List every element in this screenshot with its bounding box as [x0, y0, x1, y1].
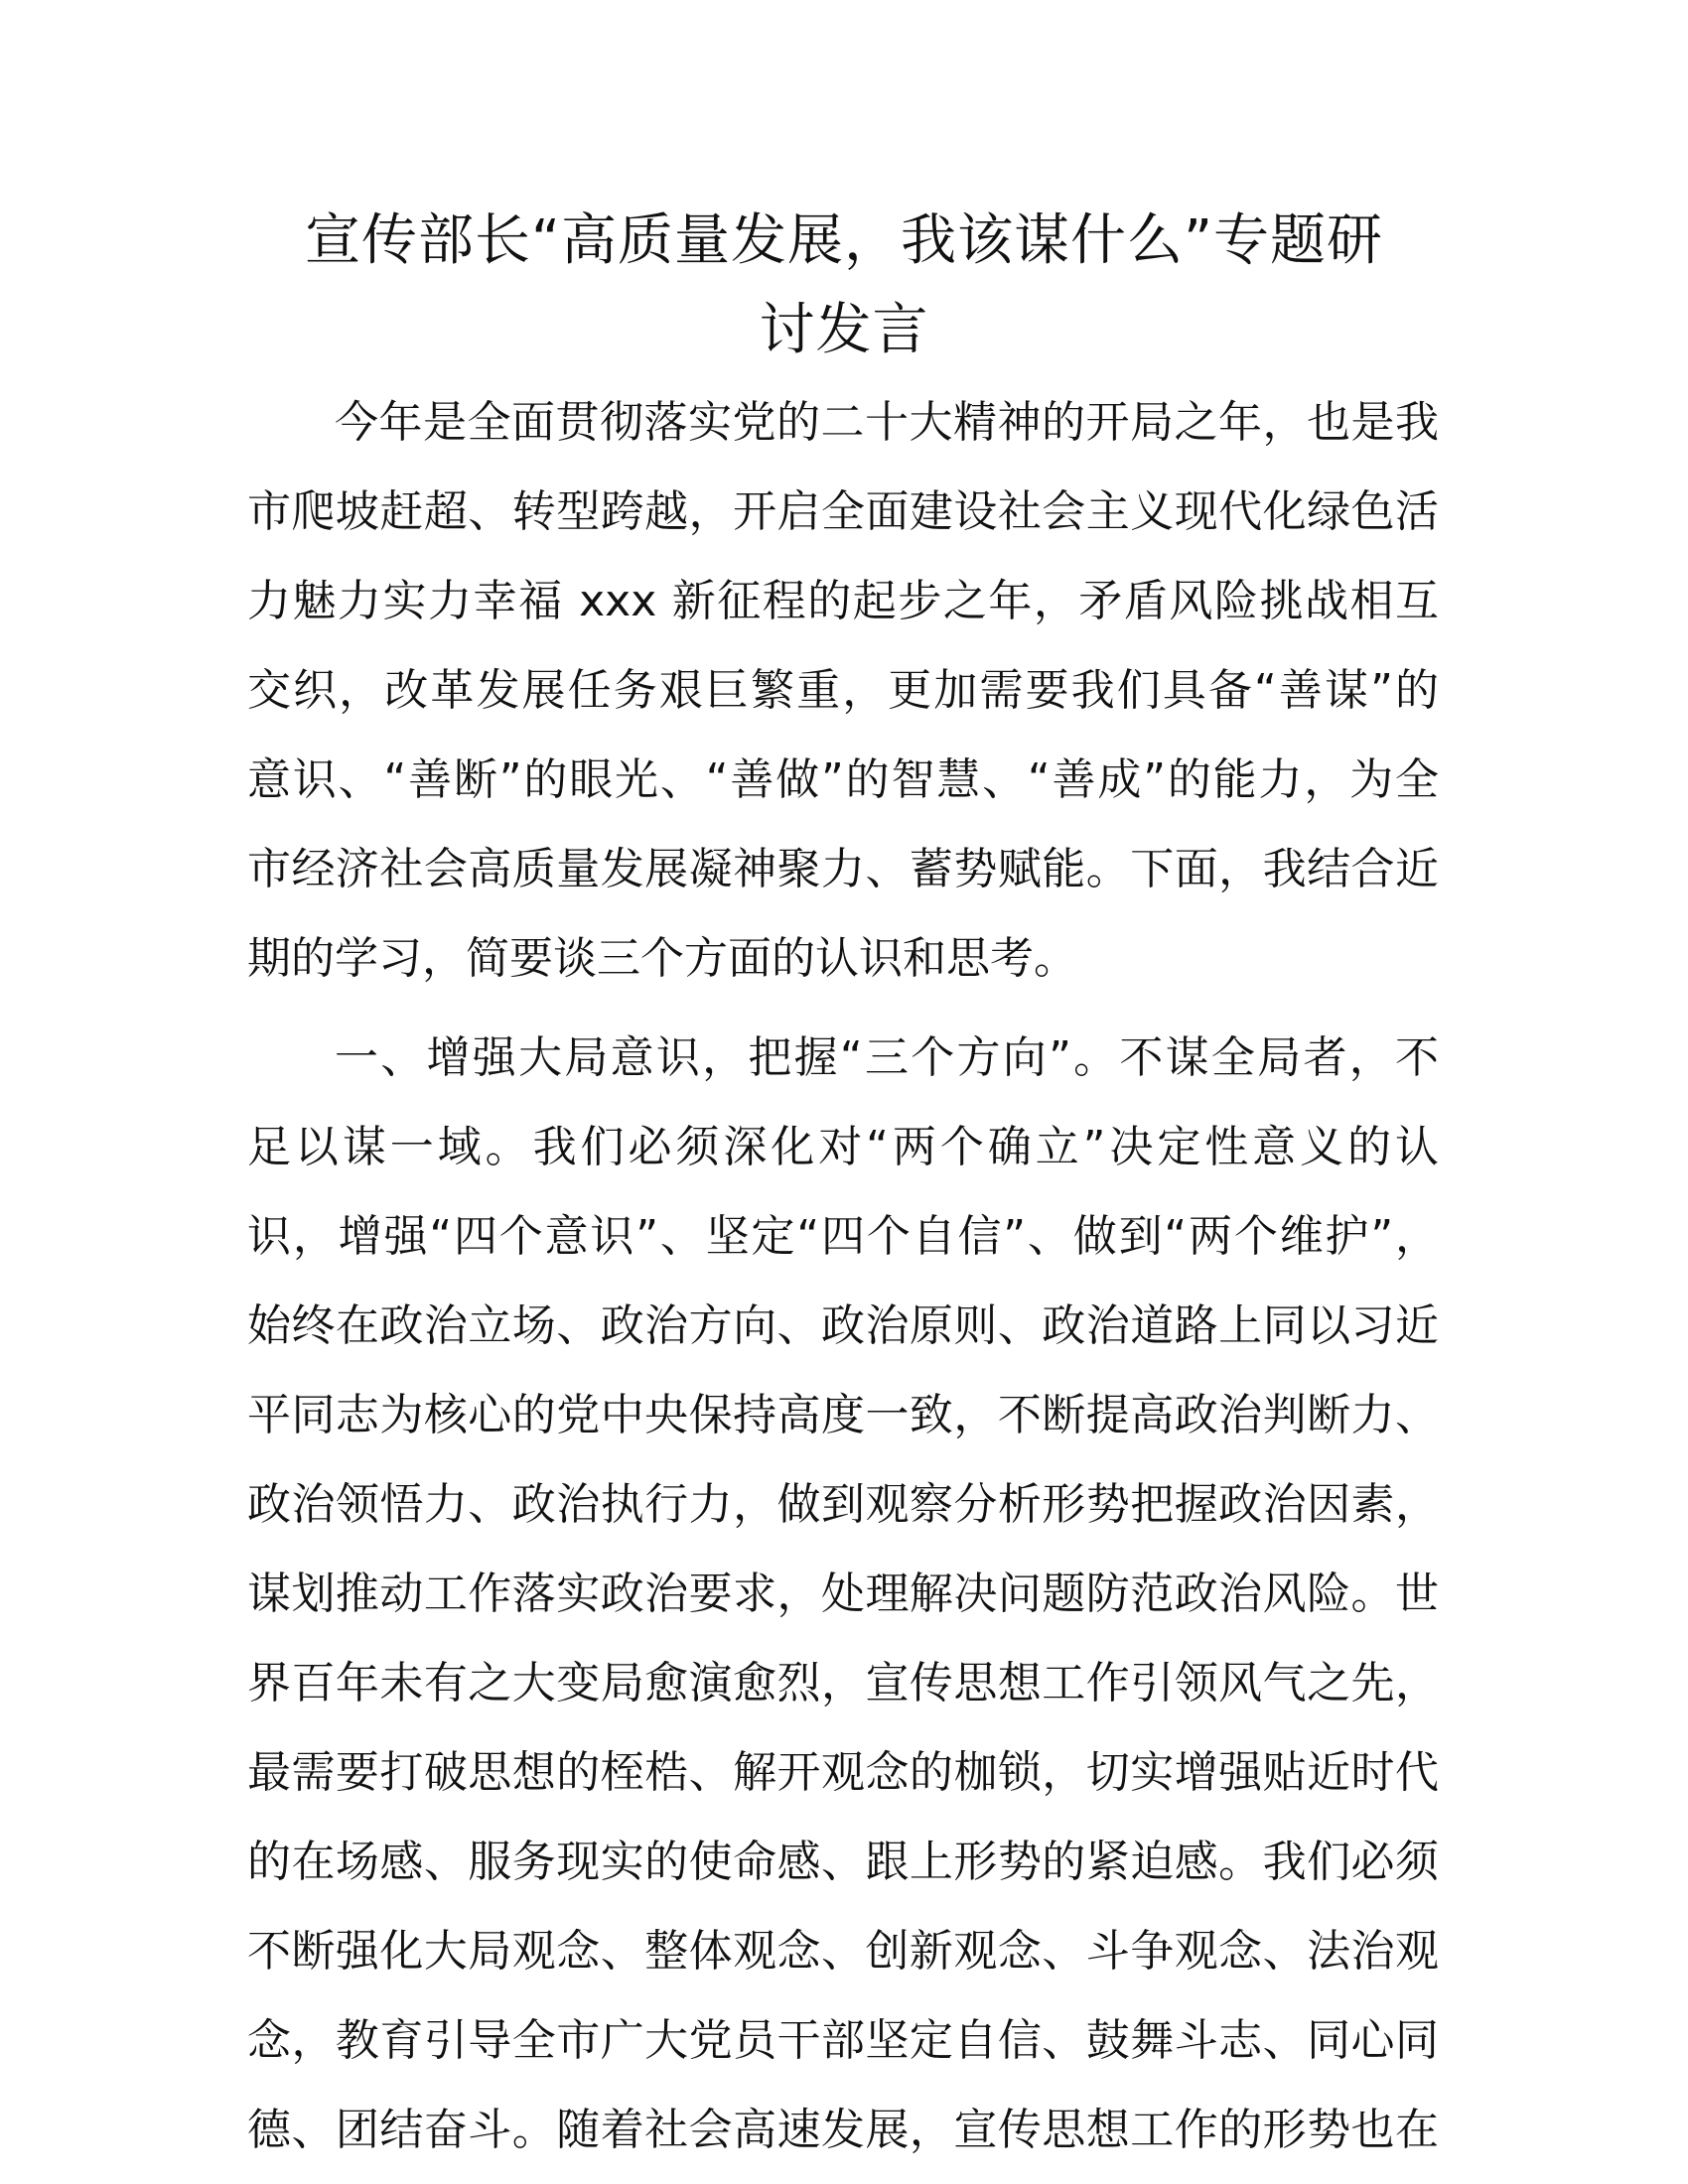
text-line: 足以谋一域。我们必须深化对“两个确立”决定性意义的认 — [247, 1122, 1439, 1172]
text-line: 交织，改革发展任务艰巨繁重，更加需要我们具备“善谋”的 — [247, 665, 1439, 716]
text-line: 谋划推动工作落实政治要求，处理解决问题防范政治风险。世 — [247, 1569, 1439, 1619]
title-line: 讨发言 — [759, 298, 929, 362]
text-line: 平同志为核心的党中央保持高度一致，不断提高政治判断力、 — [247, 1390, 1439, 1440]
text-line: 不断强化大局观念、整体观念、创新观念、斗争观念、法治观 — [247, 1926, 1439, 1977]
paragraph-spacer — [247, 1004, 1439, 1014]
text-line: 期的学习，简要谈三个方面的认识和思考。 — [247, 933, 1077, 984]
text-line: 力魅力实力幸福 xxx 新征程的起步之年，矛盾风险挑战相互 — [247, 576, 1439, 626]
text-line: 念，教育引导全市广大党员干部坚定自信、鼓舞斗志、同心同 — [247, 2015, 1439, 2066]
text-line: 市爬坡赶超、转型跨越，开启全面建设社会主义现代化绿色活 — [247, 486, 1439, 537]
text-line: 界百年未有之大变局愈演愈烈，宣传思想工作引领风气之先， — [247, 1658, 1439, 1708]
text-line: 政治领悟力、政治执行力，做到观察分析形势把握政治因素， — [247, 1479, 1439, 1530]
text-line: 德、团结奋斗。随着社会高速发展，宣传思想工作的形势也在 — [247, 2105, 1439, 2155]
text-line: 市经济社会高质量发展凝神聚力、蓄势赋能。下面，我结合近 — [247, 844, 1439, 894]
text-line: 始终在政治立场、政治方向、政治原则、政治道路上同以习近 — [247, 1300, 1439, 1351]
text-line: 今年是全面贯彻落实党的二十大精神的开局之年，也是我 — [335, 397, 1439, 448]
document-title — [238, 197, 1450, 375]
text-line: 意识、“善断”的眼光、“善做”的智慧、“善成”的能力，为全 — [247, 754, 1439, 805]
text-line: 最需要打破思想的桎梏、解开观念的枷锁，切实增强贴近时代 — [247, 1747, 1439, 1798]
text-line: 的在场感、服务现实的使命感、跟上形势的紧迫感。我们必须 — [247, 1837, 1439, 1887]
paragraph-section-one — [247, 1014, 1439, 2175]
text-line: 识，增强“四个意识”、坚定“四个自信”、做到“两个维护”， — [247, 1211, 1439, 1262]
paragraph-intro — [247, 378, 1439, 1004]
title-line: 宣传部长“高质量发展，我该谋什么”专题研 — [304, 208, 1384, 273]
document-body — [247, 378, 1439, 2175]
text-line: 一、增强大局意识，把握“三个方向”。不谋全局者，不 — [335, 1032, 1439, 1083]
